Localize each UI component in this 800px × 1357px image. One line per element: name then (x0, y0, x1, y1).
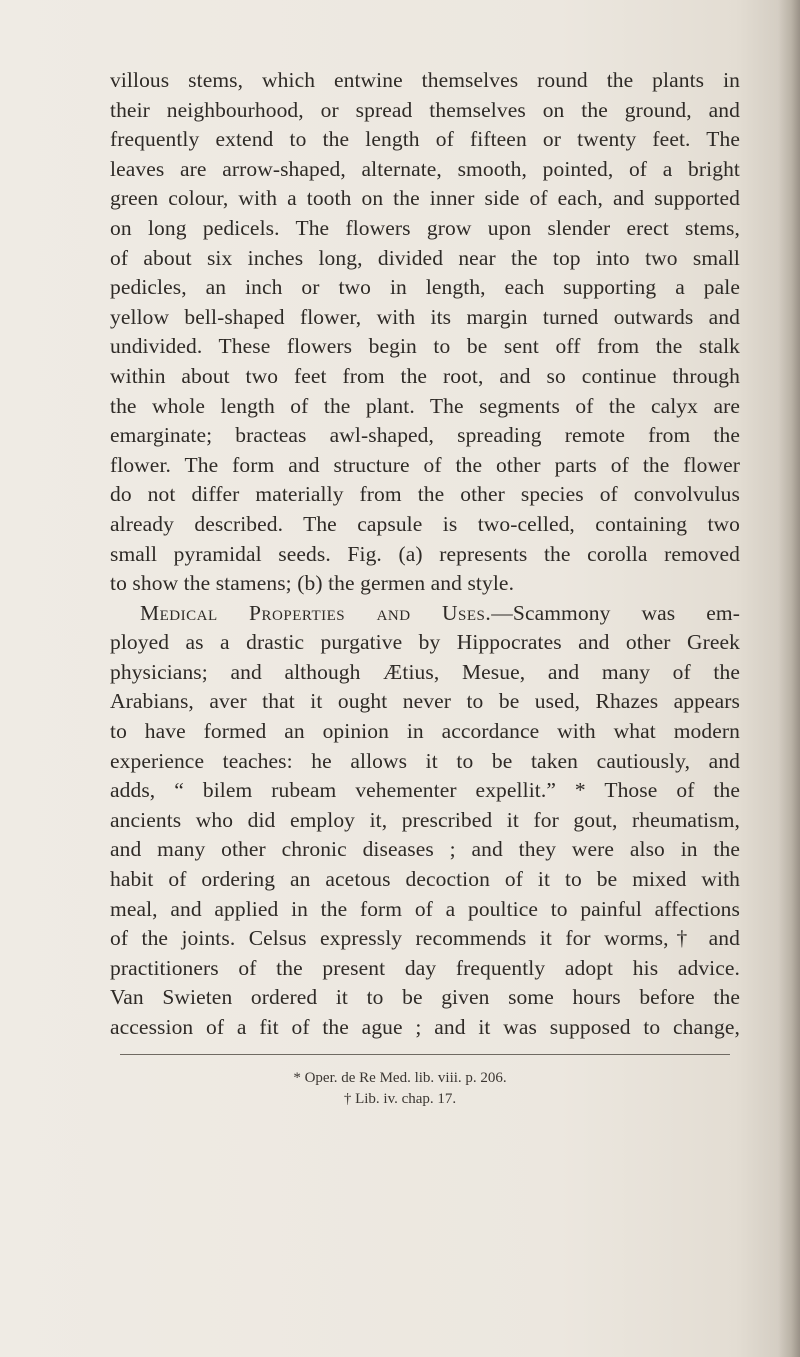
body-line: flower. The form and structure of the other parts of the flower (110, 452, 740, 477)
section-line: of the joints. Celsus expressly recommends it for worms,† and (110, 926, 740, 951)
section-line: ployed as a drastic purgative by Hippocrates and other Greek (110, 630, 740, 655)
section-line: ancients who did employ it, prescribed it for gout, rheumatism, (110, 807, 740, 832)
footnotes (0, 1068, 800, 1110)
body-line: their neighbourhood, or spread themselves on the ground, and (110, 97, 740, 122)
body-line: villous stems, which entwine themselves round the plants in (110, 68, 740, 92)
body-line: do not differ materially from the other species of convolvulus (110, 482, 740, 507)
page-edge-shadow (778, 0, 800, 1357)
body-line: yellow bell-shaped flower, with its margin turned outwards and (110, 304, 740, 329)
section-line: meal, and applied in the form of a poultice to painful affections (110, 896, 740, 921)
section-line: adds, “ bilem rubeam vehementer expellit.” * Those of the (110, 778, 740, 803)
body-line: frequently extend to the length of fifteen or twenty feet. The (110, 127, 740, 152)
section-heading: Medical Properties and Uses. (140, 600, 492, 625)
body-line: small pyramidal seeds. Fig. (a) represents the corolla removed (110, 541, 740, 566)
section-first-line-text: —Scammony was em- (491, 600, 740, 625)
section-first-line (110, 599, 740, 629)
section-line: physicians; and although Ætius, Mesue, and many of the (110, 659, 740, 684)
section-line: to have formed an opinion in accordance with what modern (110, 719, 740, 744)
footnote-divider (120, 1054, 730, 1055)
body-line: pedicles, an inch or two in length, each supporting a pale (110, 275, 740, 300)
section-line: practitioners of the present day frequently adopt his advice. (110, 955, 740, 980)
body-line: emarginate; bracteas awl-shaped, spreading remote from the (110, 423, 740, 448)
body-line: the whole length of the plant. The segments of the calyx are (110, 393, 740, 418)
section-line: accession of a fit of the ague ; and it was supposed to change, (110, 1015, 740, 1039)
body-line: already described. The capsule is two-celled, containing two (110, 511, 740, 536)
body-line: green colour, with a tooth on the inner side of each, and supported (110, 186, 740, 211)
footnote-1: * Oper. de Re Med. lib. viii. p. 206. (293, 1070, 507, 1086)
main-text (110, 66, 740, 1043)
body-line: to show the stamens; (b) the germen and style. (110, 571, 515, 596)
section-line: Arabians, aver that it ought never to be used, Rhazes appears (110, 689, 740, 714)
section-line: habit of ordering an acetous decoction of it to be mixed with (110, 867, 740, 892)
body-line: undivided. These flowers begin to be sent off from the stalk (110, 334, 740, 359)
section-line: and many other chronic diseases ; and they were also in the (110, 837, 740, 862)
body-line: on long pedicels. The flowers grow upon slender erect stems, (110, 215, 740, 240)
footnote-2: † Lib. iv. chap. 17. (343, 1091, 457, 1107)
body-line: of about six inches long, divided near the top into two small (110, 245, 740, 270)
section-line: experience teaches: he allows it to be taken cautiously, and (110, 748, 740, 773)
section-line: Van Swieten ordered it to be given some hours before the (110, 985, 740, 1010)
body-line: leaves are arrow-shaped, alternate, smooth, pointed, of a bright (110, 156, 740, 181)
body-line: within about two feet from the root, and so continue through (110, 363, 740, 388)
